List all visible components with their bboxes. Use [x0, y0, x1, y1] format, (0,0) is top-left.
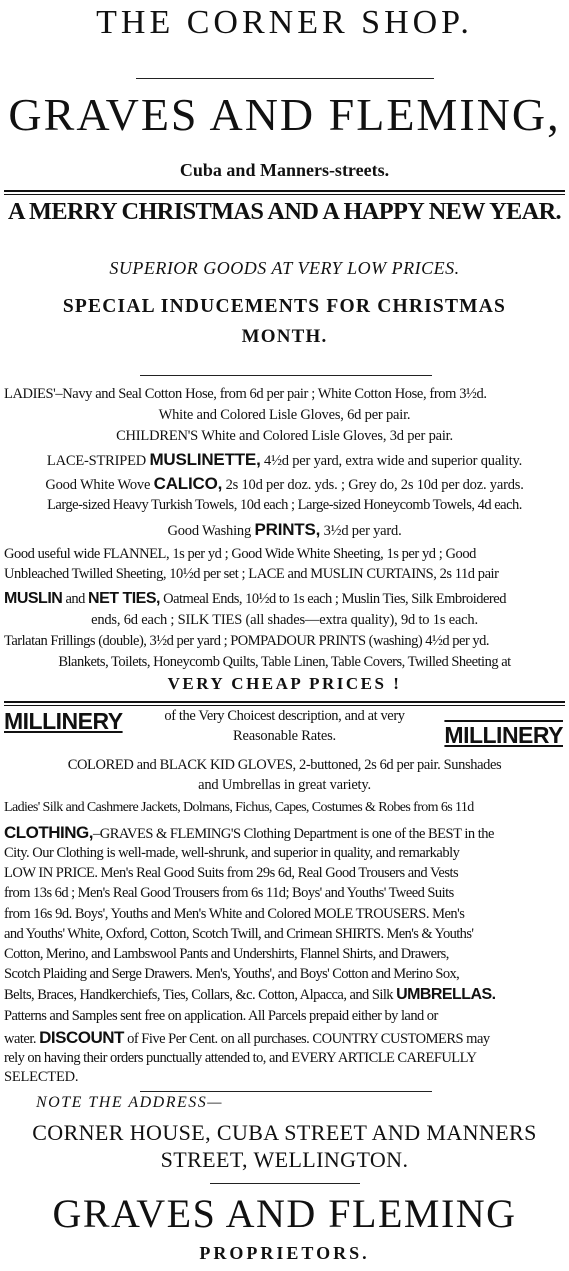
clothing-line: water. DISCOUNT of Five Per Cent. on all purchases. COUNTRY CUSTOMERS may [4, 1028, 490, 1047]
christmas-greeting: A MERRY CHRISTMAS AND A HAPPY NEW YEAR. [7, 198, 562, 225]
goods-line: Blankets, Toilets, Honeycomb Quilts, Table Linen, Table Covers, Twilled Sheeting at [58, 654, 511, 670]
goods-line: LACE-STRIPED MUSLINETTE, 4½d per yard, extra wide and superior quality. [46, 450, 523, 469]
clothing-line: CLOTHING,–GRAVES & FLEMING'S Clothing Department is one of the BEST in the [4, 823, 494, 842]
goods-line: MUSLIN and NET TIES, Oatmeal Ends, 10½d to 1s each ; Muslin Ties, Silk Embroidered [4, 590, 506, 607]
clothing-line: Cotton, Merino, and Lambswool Pants and Undershirts, Flannel Shirts, and Drawers, [4, 946, 449, 962]
goods-line: Good Washing PRINTS, 3½d per yard. [167, 520, 402, 539]
clothing-line: Scotch Plaiding and Serge Drawers. Men's, Youths', and Boys' Cotton and Merino Sox, [4, 966, 460, 982]
millinery-line: Ladies' Silk and Cashmere Jackets, Dolmans, Fichus, Capes, Costumes & Robes from 6s 11d [4, 800, 474, 815]
clothing-line: from 16s 9d. Boys', Youths and Men's White and Colored MOLE TROUSERS. Men's [4, 906, 465, 922]
goods-line: Tarlatan Frillings (double), 3½d per yard ; POMPADOUR PRINTS (washing) 4½d per yd. [4, 633, 490, 649]
streets: Cuba and Manners-streets. [179, 160, 390, 180]
goods-line: CHILDREN'S White and Colored Lisle Gloves, 3d per pair. [116, 428, 453, 444]
millinery-desc: of the Very Choicest description, and at very [164, 708, 405, 724]
millinery-label-left: MILLINERY [4, 708, 123, 734]
goods-line: White and Colored Lisle Gloves, 6d per pair. [158, 407, 411, 423]
note-address: NOTE THE ADDRESS— [36, 1094, 223, 1111]
clothing-line: Belts, Braces, Handkerchiefs, Ties, Collars, &c. Cotton, Alpacca, and Silk UMBRELLAS. [4, 986, 496, 1003]
goods-line: ends, 6d each ; SILK TIES (all shades—extra quality), 9d to 1s each. [91, 612, 478, 628]
proprietors: PROPRIETORS. [199, 1243, 370, 1263]
address-line: STREET, WELLINGTON. [160, 1147, 409, 1172]
clothing-line: City. Our Clothing is well-made, well-shrunk, and superior in quality, and remarkably [4, 845, 460, 861]
clothing-line: rely on having their orders punctually attended to, and EVERY ARTICLE CAREFULLY [4, 1050, 477, 1066]
goods-line: Good useful wide FLANNEL, 1s per yd ; Good Wide White Sheeting, 1s per yd ; Good [4, 546, 476, 562]
goods-line: LADIES'–Navy and Seal Cotton Hose, from 6d per pair ; White Cotton Hose, from 3½d. [4, 386, 487, 402]
clothing-line: LOW IN PRICE. Men's Real Good Suits from 29s 6d, Real Good Trousers and Vests [4, 865, 459, 881]
clothing-line: SELECTED. [4, 1069, 79, 1085]
divider [136, 78, 434, 79]
millinery-label-right: MILLINERY [444, 722, 563, 748]
divider [140, 375, 432, 376]
clothing-line: Patterns and Samples sent free on application. All Parcels prepaid either by land or [4, 1008, 438, 1024]
millinery-desc: Reasonable Rates. [233, 728, 336, 744]
footer-firm: GRAVES AND FLEMING [52, 1191, 517, 1236]
special-month: MONTH. [241, 326, 328, 347]
clothing-line: and Youths' White, Oxford, Cotton, Scotch Twill, and Crimean SHIRTS. Men's & Youths' [4, 926, 474, 942]
double-divider [4, 190, 565, 195]
divider [140, 1091, 432, 1092]
address-line: CORNER HOUSE, CUBA STREET AND MANNERS [32, 1120, 537, 1145]
clothing-line: from 13s 6d ; Men's Real Good Trousers from 6s 11d; Boys' and Youths' Tweed Suits [4, 885, 454, 901]
millinery-line: and Umbrellas in great variety. [198, 777, 371, 793]
firm-title: GRAVES AND FLEMING, [8, 89, 561, 140]
very-cheap-prices: VERY CHEAP PRICES ! [167, 674, 402, 693]
goods-line: Unbleached Twilled Sheeting, 10½d per set ; LACE and MUSLIN CURTAINS, 2s 11d pair [4, 566, 499, 582]
millinery-line: COLORED and BLACK KID GLOVES, 2-buttoned, 2s 6d per pair. Sunshades [67, 757, 502, 773]
double-divider [4, 701, 565, 706]
divider [210, 1183, 360, 1184]
goods-line: Large-sized Heavy Turkish Towels, 10d each ; Large-sized Honeycomb Towels, 4d each. [47, 497, 522, 513]
shop-title: THE CORNER SHOP. [96, 4, 473, 41]
special-inducements: SPECIAL INDUCEMENTS FOR CHRISTMAS [62, 296, 507, 317]
tagline: SUPERIOR GOODS AT VERY LOW PRICES. [109, 258, 460, 278]
goods-line: Good White Wove CALICO, 2s 10d per doz. yds. ; Grey do, 2s 10d per doz. yards. [45, 474, 524, 493]
